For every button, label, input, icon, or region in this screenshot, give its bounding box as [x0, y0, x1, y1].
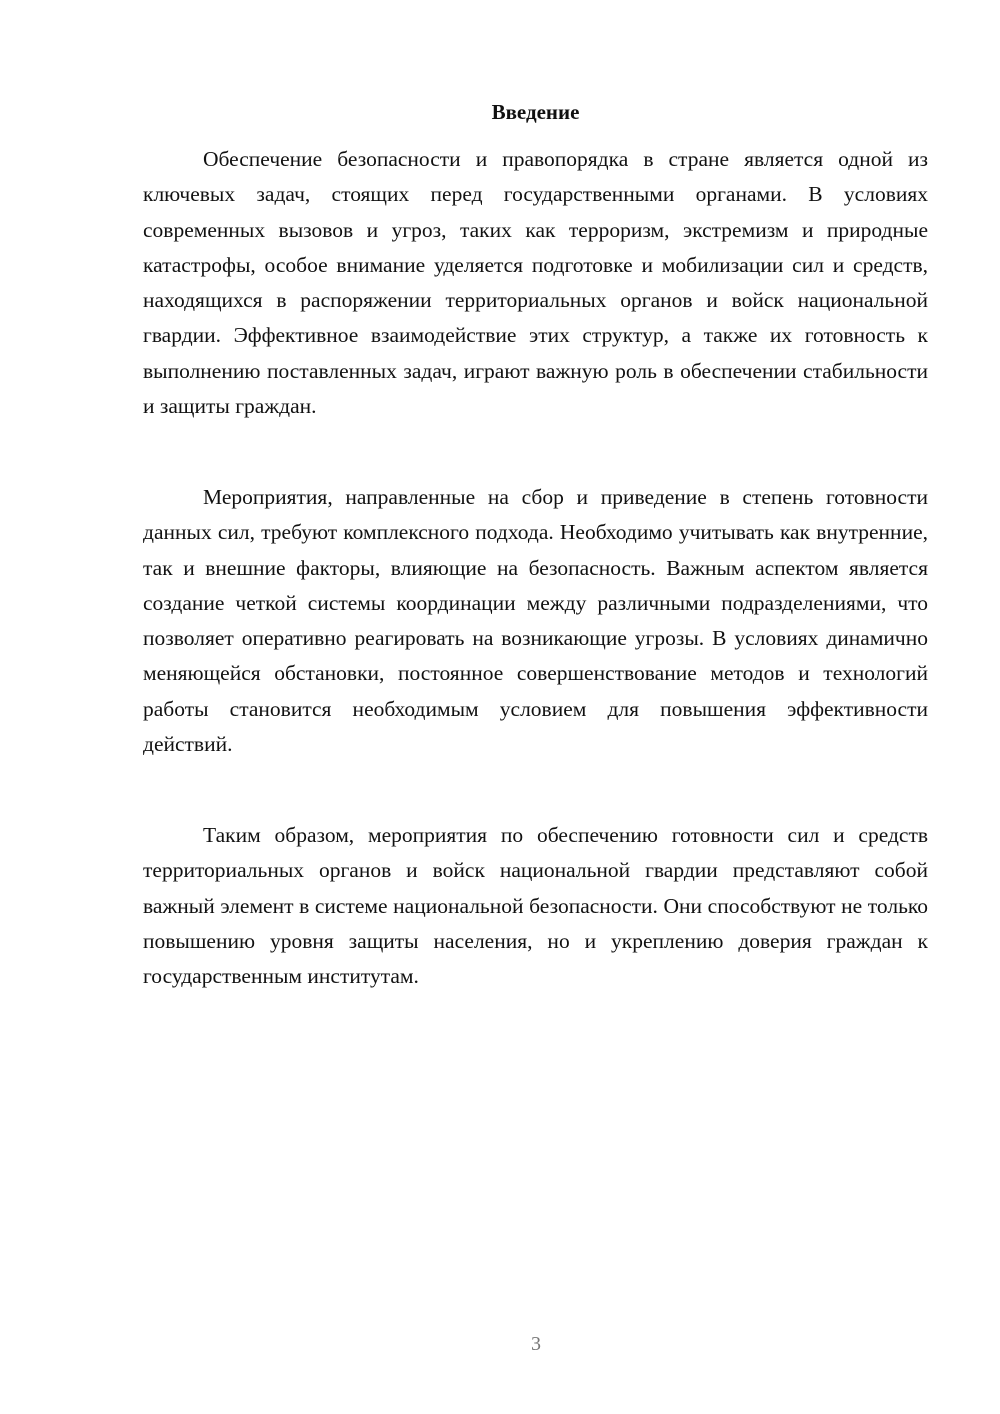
paragraph-2: Мероприятия, направленные на сбор и приведение в степень готовности данных сил, требуют комплексного подхода. Необходимо учитывать как внутренние, так и внешние факторы, влияющие на безопасность. Важным аспектом является создание четкой системы координации между различными подразделениями, что позволяет оперативно реагировать на возникающие угрозы. В условиях динамично меняющейся обстановки, постоянное совершенствование методов и технологий работы становится необходимым условием для повышения эффективности действий.: [143, 485, 928, 757]
paragraph-3: Таким образом, мероприятия по обеспечению готовности сил и средств территориальных органов и войск национальной гвардии представляют собой важный элемент в системе национальной безопасности. Они способствуют не только повышению уровня защиты населения, но и укреплению доверия граждан к государственным институтам.: [143, 823, 928, 989]
page-number: 3: [531, 1333, 541, 1355]
section-heading: Введение: [491, 100, 580, 124]
paragraph-1: Обеспечение безопасности и правопорядка в стране является одной из ключевых задач, стоящих перед государственными органами. В условиях современных вызовов и угроз, таких как терроризм, экстремизм и природные катастрофы, особое внимание уделяется подготовке и мобилизации сил и средств, находящихся в распоряжении территориальных органов и войск национальной гвардии. Эффективное взаимодействие этих структур, а также их готовность к выполнению поставленных задач, играют важную роль в обеспечении стабильности и защиты граждан.: [143, 147, 928, 419]
